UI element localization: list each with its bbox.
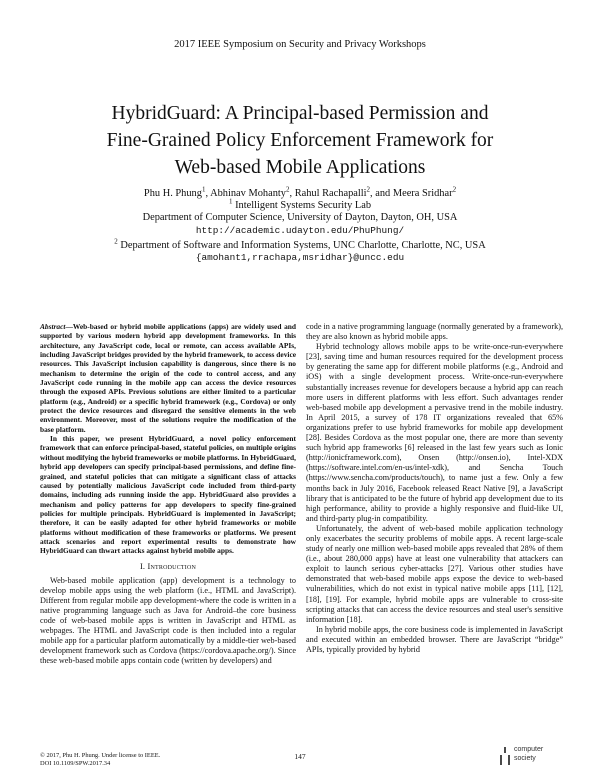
author-block bbox=[40, 185, 560, 264]
intro-paragraph-1: Web-based mobile application (app) development is a technology to develop mobile apps using the web platform (i.e., HTML and JavaScript). Different from regular mobile app development-where the code is written in a native programming language such as Java for Android–the core business code of web-based mobile apps is written in JavaScript and HTML as webpages. The HTML and JavaScript code is then included into a regular mobile app for a particular platform automatically by a middle-tier web-based development framework such as Cordova (https://cordova.apache.org/). Since these web-based mobile apps contain code (written by developers) and bbox=[40, 575, 296, 666]
title-line-3: Web-based Mobile Applications bbox=[174, 157, 426, 178]
abstract bbox=[40, 322, 296, 556]
paper-title bbox=[40, 100, 560, 181]
author-name: Meera Sridhar bbox=[392, 188, 453, 199]
section-heading-introduction: I. Introduction bbox=[139, 561, 197, 571]
author-names: Phu H. Phung$^1$, Abhinav Mohanty$^2$, Rahul Rachapalli$^2$, and Meera Sridhar$^2$ bbox=[143, 185, 457, 199]
author-name: Rahul Rachapalli bbox=[294, 188, 367, 199]
right-paragraph-3: Unfortunately, the advent of web-based mobile application technology only exacerbates the security problems of mobile apps. A recent large-scale study of nearly one million web-based mobile apps revealed that 28% of them (i.e., about 280,000 apps) have at least one vulnerability that attackers can exploit to launch serious cyber-attacks [27]. Various other studies have demonstrated that web-based mobile apps expose the device to web-based vulnerabilities, which do not exist in typical native mobile apps [11], [12], [18], [19]. For example, hybrid mobile apps are vulnerable to cross-site scripting attacks that can access the device resources and steal user's sensitive information [18]. bbox=[306, 523, 563, 624]
affiliation-1-url[interactable]: http://academic.udayton.edu/PhuPhung/ bbox=[195, 224, 405, 236]
author-name: Abhinav Mohanty bbox=[210, 188, 286, 199]
title-line-1: HybridGuard: A Principal-based Permission and bbox=[111, 103, 489, 124]
affiliation-2-email[interactable]: {amohant1,rrachapa,msridhar}@uncc.edu bbox=[195, 252, 405, 264]
computer-society-logo bbox=[498, 745, 564, 769]
logo-text-computer: computer bbox=[514, 746, 544, 753]
affiliation-2-dept: $^2$ Department of Software and Information Systems, UNC Charlotte, Charlotte, NC, USA bbox=[114, 237, 486, 251]
doi-line: DOI 10.1109/SPW.2017.34 bbox=[40, 759, 111, 767]
left-column bbox=[40, 322, 296, 667]
title-line-2: Fine-Grained Policy Enforcement Framework for bbox=[106, 130, 494, 151]
copyright-line: © 2017, Phu H. Phung. Under license to IEEE. bbox=[40, 752, 161, 759]
right-paragraph-2: Hybrid technology allows mobile apps to be write-once-run-everywhere [23], saving time and human resources required for the development process by generating the same app for different mobile platforms (e.g., Android and iOS) with a single development process. Write-once-run-everywhere substantially increases revenue for developers because a hybrid app can reach more users in different platforms with less effort. Such advantages render web-based mobile app development a pervasive trend in the mobile industry. In April 2015, a survey of 178 IT organizations revealed that 65% organizations prefer to use hybrid frameworks for mobile app development [28]. Besides Cordova as the most popular one, there are more than seventy such hybrid app frameworks [6] released in the last few years such as Ionic (http://ionicframework.com), Onsen (http://onsen.io), Intel-XDX (https://software.intel.com/en-us/intel-xdk), and Sencha Touch (https://www.sencha.com/products/touch), to name just a few. Only a few months back in July 2016, Facebook released React Native [9], a JavaScript library that is anticipated to be the future of hybrid app development due to its high performance, ability to provide a highly responsive and fluid-like UI, and third-party plug-in compatibility. bbox=[306, 342, 563, 523]
abstract-label: Abstract bbox=[40, 322, 66, 331]
footer-copyright bbox=[40, 752, 160, 767]
abstract-paragraph-2: In this paper, we present HybridGuard, a novel policy enforcement framework that can enforce principal-based, stateful policies, on multiple origins without modifying the hybrid frameworks or mobile platforms. In HybridGuard, hybrid app developers can specify principal-based permissions, and define fine-grained, and stateful policies that can mitigate a significant class of attacks caused by potentially malicious JavaScript code included from third-party domains, including ads running inside the app. HybridGuard also provides a mechanism and policy patterns for app developers to specify fine-grained policies for multiple principals. HybridGuard is implemented in JavaScript; therefore, it can be easily adapted for other hybrid frameworks or mobile platforms without modification of these frameworks or platforms. We present attack scenarios and report experimental results to demonstrate how HybridGuard can thwart attacks against hybrid mobile apps. bbox=[40, 434, 296, 556]
logo-text-society: society bbox=[514, 755, 536, 762]
computer-society-logo-icon bbox=[498, 747, 512, 765]
right-column bbox=[306, 322, 563, 655]
abstract-paragraph-1: Abstract—Web-based or hybrid mobile applications (apps) are widely used and supported by various modern hybrid app development frameworks. In this architecture, any JavaScript code, local or remote, can access available APIs, including JavaScript bridges provided by the hybrid framework, to access device resources. This JavaScript inclusion capability is dangerous, since there is no mechanism to determine the origin of the code to control access, and any JavaScript code running in the mobile app can access the device resources through the exposed APIs. Previous solutions are either limited to a particular platform (e.g., Android) or a specific hybrid framework (e.g., Cordova) or only protect the device resources and disregard the sensitive elements in the web environment. Moreover, most of the solutions require the modification of the base platform. bbox=[40, 322, 296, 434]
affiliation-1-dept: Department of Computer Science, University of Dayton, Dayton, OH, USA bbox=[142, 212, 458, 224]
page-number: 147 bbox=[294, 752, 306, 761]
affiliation-1-lab: $^1$ Intelligent Systems Security Lab bbox=[228, 197, 372, 212]
author-name: Phu H. Phung bbox=[143, 188, 202, 199]
right-paragraph-4: In hybrid mobile apps, the core business code is implemented in JavaScript and executed within an embedded browser. There are JavaScript “bridge” APIs, typically provided by hybrid bbox=[306, 624, 563, 654]
right-paragraph-1: code in a native programming language (normally generated by a framework), they are also known as hybrid mobile apps. bbox=[306, 322, 563, 342]
venue-header: 2017 IEEE Symposium on Security and Privacy Workshops bbox=[174, 39, 426, 50]
